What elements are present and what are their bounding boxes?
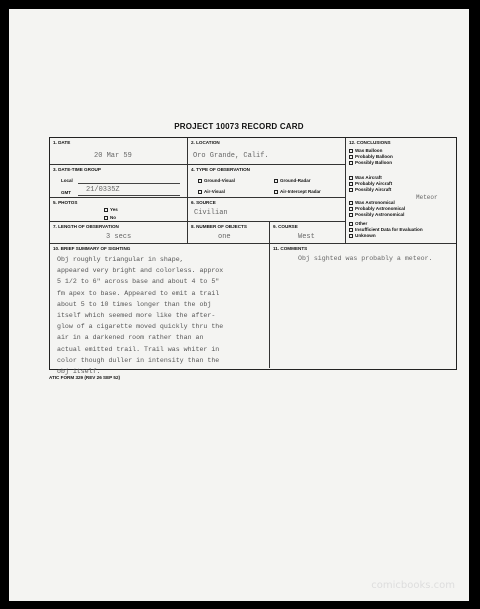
conclusion-option: Possibly Aircraft (349, 187, 391, 192)
summary-text (57, 254, 262, 377)
record-card (49, 137, 457, 376)
num-objects-label: 8. NUMBER OF OBJECTS (191, 224, 247, 229)
type-observation-cell (188, 165, 346, 198)
location-label: 2. LOCATION (191, 140, 220, 145)
checkbox-icon (104, 216, 108, 220)
summary-line: 5 1/2 to 6" across base and about 4 to 5" (57, 278, 220, 286)
checkbox-icon (349, 201, 353, 205)
summary-cell (50, 244, 270, 376)
type-observation-label: 4. TYPE OF OBSERVATION (191, 167, 250, 172)
date-value: 20 Mar 59 (94, 152, 132, 160)
summary-line: color though duller in intensity than the (57, 356, 220, 364)
conclusion-option: Possibly Astronomical (349, 212, 404, 217)
checkbox-icon (349, 161, 353, 165)
length-cell (50, 222, 188, 244)
conclusion-option: Possibly Balloon (349, 160, 392, 165)
summary-line: obj itself. (57, 368, 101, 376)
gmt-label: GMT (61, 190, 71, 195)
watermark: comicbooks.com (371, 580, 455, 591)
local-label: Local (61, 178, 73, 183)
checkbox-icon (349, 176, 353, 180)
checkbox-icon (349, 222, 353, 226)
summary-line: glow of a cigarette moved quickly thru the (57, 323, 224, 331)
summary-line: about 5 to 10 times longer than the obj (57, 300, 212, 308)
source-value: Civilian (194, 209, 228, 217)
checkbox-icon (274, 179, 278, 183)
comments-label: 11. COMMENTS (273, 246, 308, 251)
date-label: 1. DATE (53, 140, 71, 145)
summary-line: air in a darkened room rather than an (57, 334, 204, 342)
summary-line: itself which seemed more like the after- (57, 312, 216, 320)
conclusion-option: Probably Astronomical (349, 206, 405, 211)
course-label: 9. COURSE (273, 224, 298, 229)
ground-radar-option: Ground-Radar (274, 178, 311, 183)
date-cell (50, 138, 188, 165)
summary-line: Obj roughly triangular in shape, (57, 256, 184, 263)
course-cell (270, 222, 346, 244)
conclusion-option: Probably Balloon (349, 154, 393, 159)
comments-value: Obj sighted was probably a meteor. (298, 255, 433, 262)
checkbox-icon (349, 149, 353, 153)
length-value: 3 secs (106, 233, 132, 241)
record-card-page (9, 9, 469, 601)
summary-line: appeared very bright and colorless. approx (57, 267, 224, 275)
photos-cell (50, 198, 188, 222)
checkbox-icon (104, 208, 108, 212)
astronomical-note: Meteor (416, 194, 438, 201)
air-visual-option: Air-Visual (198, 189, 225, 194)
conclusion-option: Insufficient Data for Evaluation (349, 227, 423, 232)
summary-label: 10. BRIEF SUMMARY OF SIGHTING (53, 246, 131, 251)
conclusion-option: Was Aircraft (349, 175, 382, 180)
checkbox-icon (349, 182, 353, 186)
ground-visual-option: Ground-Visual (198, 178, 235, 183)
summary-line: fm apex to base. Appeared to emit a trail (57, 289, 220, 297)
checkbox-icon (198, 179, 202, 183)
comments-cell (270, 244, 456, 368)
conclusions-cell (346, 138, 456, 244)
num-objects-cell (188, 222, 270, 244)
course-value: West (298, 233, 315, 241)
source-label: 6. SOURCE (191, 200, 216, 205)
length-label: 7. LENGTH OF OBSERVATION (53, 224, 119, 229)
photos-yes: Yes (104, 207, 118, 212)
checkbox-icon (349, 188, 353, 192)
checkbox-icon (349, 234, 353, 238)
gmt-value: 21/0335Z (86, 186, 120, 194)
card-title: PROJECT 10073 RECORD CARD (174, 122, 304, 131)
num-objects-value: one (218, 233, 231, 241)
photos-label: 5. PHOTOS (53, 200, 78, 205)
conclusion-option: Other (349, 221, 367, 226)
dtg-cell (50, 165, 188, 198)
checkbox-icon (349, 228, 353, 232)
conclusions-label: 12. CONCLUSIONS (349, 140, 391, 145)
checkbox-icon (349, 155, 353, 159)
checkbox-icon (349, 213, 353, 217)
local-underline (78, 183, 180, 184)
checkbox-icon (274, 190, 278, 194)
conclusion-option: Probably Aircraft (349, 181, 392, 186)
checkbox-icon (349, 207, 353, 211)
photos-no: No (104, 215, 116, 220)
checkbox-icon (198, 190, 202, 194)
location-value: Oro Grande, Calif. (193, 152, 269, 160)
summary-line: actual emitted trail. Trail was whiter in (57, 345, 220, 353)
air-intercept-option: Air-Intercept Radar (274, 189, 321, 194)
dtg-label: 3. DATE-TIME GROUP (53, 167, 101, 172)
conclusion-option: Was Astronomical (349, 200, 395, 205)
conclusion-option: Unknown (349, 233, 376, 238)
conclusion-option: Was Balloon (349, 148, 382, 153)
form-id: ATIC FORM 329 (REV 26 SEP 52) (49, 375, 121, 380)
gmt-underline (78, 195, 180, 196)
source-cell (188, 198, 346, 222)
location-cell (188, 138, 346, 165)
